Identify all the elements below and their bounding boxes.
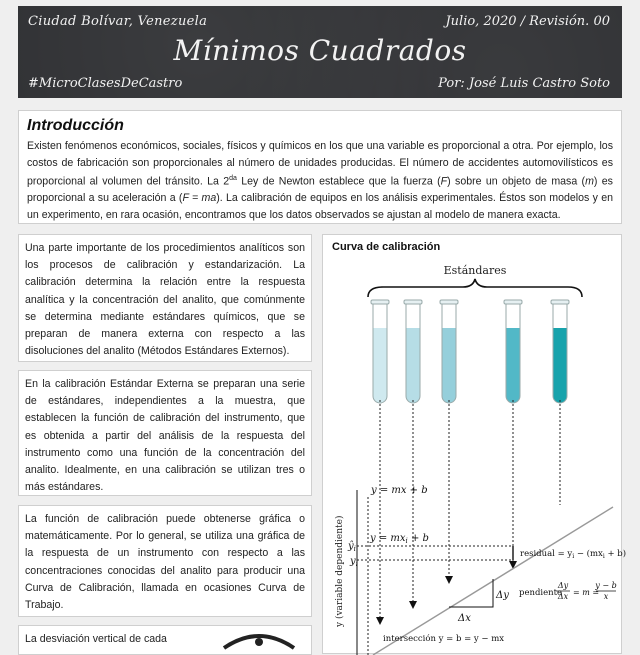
tube-liquid	[442, 328, 456, 403]
paragraph-text: En la calibración Estándar Externa se preparan una serie de estándares, independientes a la muestra, que establecen la función de calibración del instrumento, que es obtenida a partir del análisis de la respuesta del instrumento como una función de la concentración del analito. Idealmente, en una calibración se utilizan tres o más estándares.	[25, 378, 305, 494]
header-location: Ciudad Bolívar, Venezuela	[28, 14, 208, 29]
model-equation: y = mx + b	[371, 485, 428, 496]
paragraph-text: La desviación vertical de cada	[25, 633, 167, 645]
tube-rim	[371, 300, 389, 304]
calibration-diagram	[323, 235, 627, 655]
slope-triangle	[449, 579, 493, 607]
test-tube-1	[371, 300, 389, 403]
tube-rim	[404, 300, 422, 304]
header-hashtag: #MicroClasesDeCastro	[28, 76, 183, 91]
intro-box	[18, 110, 622, 224]
page-title: Mínimos Cuadrados	[173, 34, 467, 67]
tube-liquid	[373, 328, 387, 403]
paragraph-text: Una parte importante de los procedimientos analíticos son los procesos de calibración y estandarización. La calibración determina la relación entre la respuesta analítica y la concentración del analito, que comúnmente se determina mediante estándares químicos, que se preparan de manera externa con respecto a las disoluciones del analito (Métodos Estándares Externos).	[25, 242, 305, 358]
residual-label: residual = $y_i - (mx_i + b)$	[520, 549, 627, 560]
paragraph-vertical-deviation	[18, 625, 312, 655]
slope-frac-bottom: Δx	[557, 592, 569, 601]
slope-frac-top: Δy	[557, 581, 569, 590]
intro-heading: Introducción	[27, 117, 124, 134]
header-date-revision: Julio, 2020 / Revisión. 00	[445, 14, 610, 29]
tube-rim	[551, 300, 569, 304]
slope-frac2-bottom: x	[603, 592, 609, 601]
intro-text: Existen fenómenos económicos, sociales, físicos y químicos en los que una variable es proporcional a otra. Por ejemplo, los costos de fabricación son proporcionales al número de unidades producidas. El número de accidentes automovilísticos es proporcional al volumen del tránsito. La $2^{da}$ Ley de Newton establece que la fuerza (F) sobre un objeto de masa (m) es proporcional a su aceleración a (F = ma). La calibración de equipos en los análisis experimentales. Éstos son modelos y en un experimento, en rara ocasión, encontramos que los datos observados se ajustan al modelo de manera exacta.	[27, 140, 614, 221]
standards-label: Estándares	[443, 264, 507, 277]
test-tube-3	[440, 300, 458, 403]
slope-eq: = m =	[573, 588, 600, 597]
header-banner	[18, 6, 622, 98]
calibration-figure	[322, 234, 627, 654]
standards-brace	[368, 279, 582, 297]
paragraph-text: La función de calibración puede obtenerse gráfica o matemáticamente. Por lo general, se utiliza una gráfica de la respuesta de un instrumento con respecto a las concentraciones conocidas del analito para producir una Curva de Calibración, llamada en ocasiones Curva de Trabajo.	[25, 513, 305, 612]
tick-y-hat: $ŷ_i$	[348, 541, 356, 553]
tube-liquid	[506, 328, 520, 403]
slope-label: pendiente	[519, 588, 563, 598]
tube-liquid	[553, 328, 567, 403]
delta-x-label: Δx	[458, 613, 471, 624]
paragraph-external-standard	[18, 370, 312, 496]
tube-liquid	[406, 328, 420, 403]
header-author: Por: José Luis Castro Soto	[438, 76, 610, 91]
ruler-icon	[219, 630, 299, 650]
paragraph-calibration	[18, 234, 312, 362]
slope-frac2-top: y − b	[595, 581, 617, 590]
paragraph-calibration-function	[18, 505, 312, 617]
test-tube-4	[504, 300, 522, 403]
y-axis-label: y (variable dependiente)	[335, 515, 345, 627]
intercept-label: intersección y = b = y − mx	[383, 634, 505, 644]
test-tube-5	[551, 300, 569, 403]
point-equation: $y = mx_i + b$	[370, 533, 429, 545]
figure-title: Curva de calibración	[332, 241, 441, 253]
tick-y-i: $y_i$	[350, 556, 358, 568]
delta-y-label: Δy	[496, 590, 509, 601]
tube-rim	[440, 300, 458, 304]
test-tube-2	[404, 300, 422, 403]
tube-rim	[504, 300, 522, 304]
